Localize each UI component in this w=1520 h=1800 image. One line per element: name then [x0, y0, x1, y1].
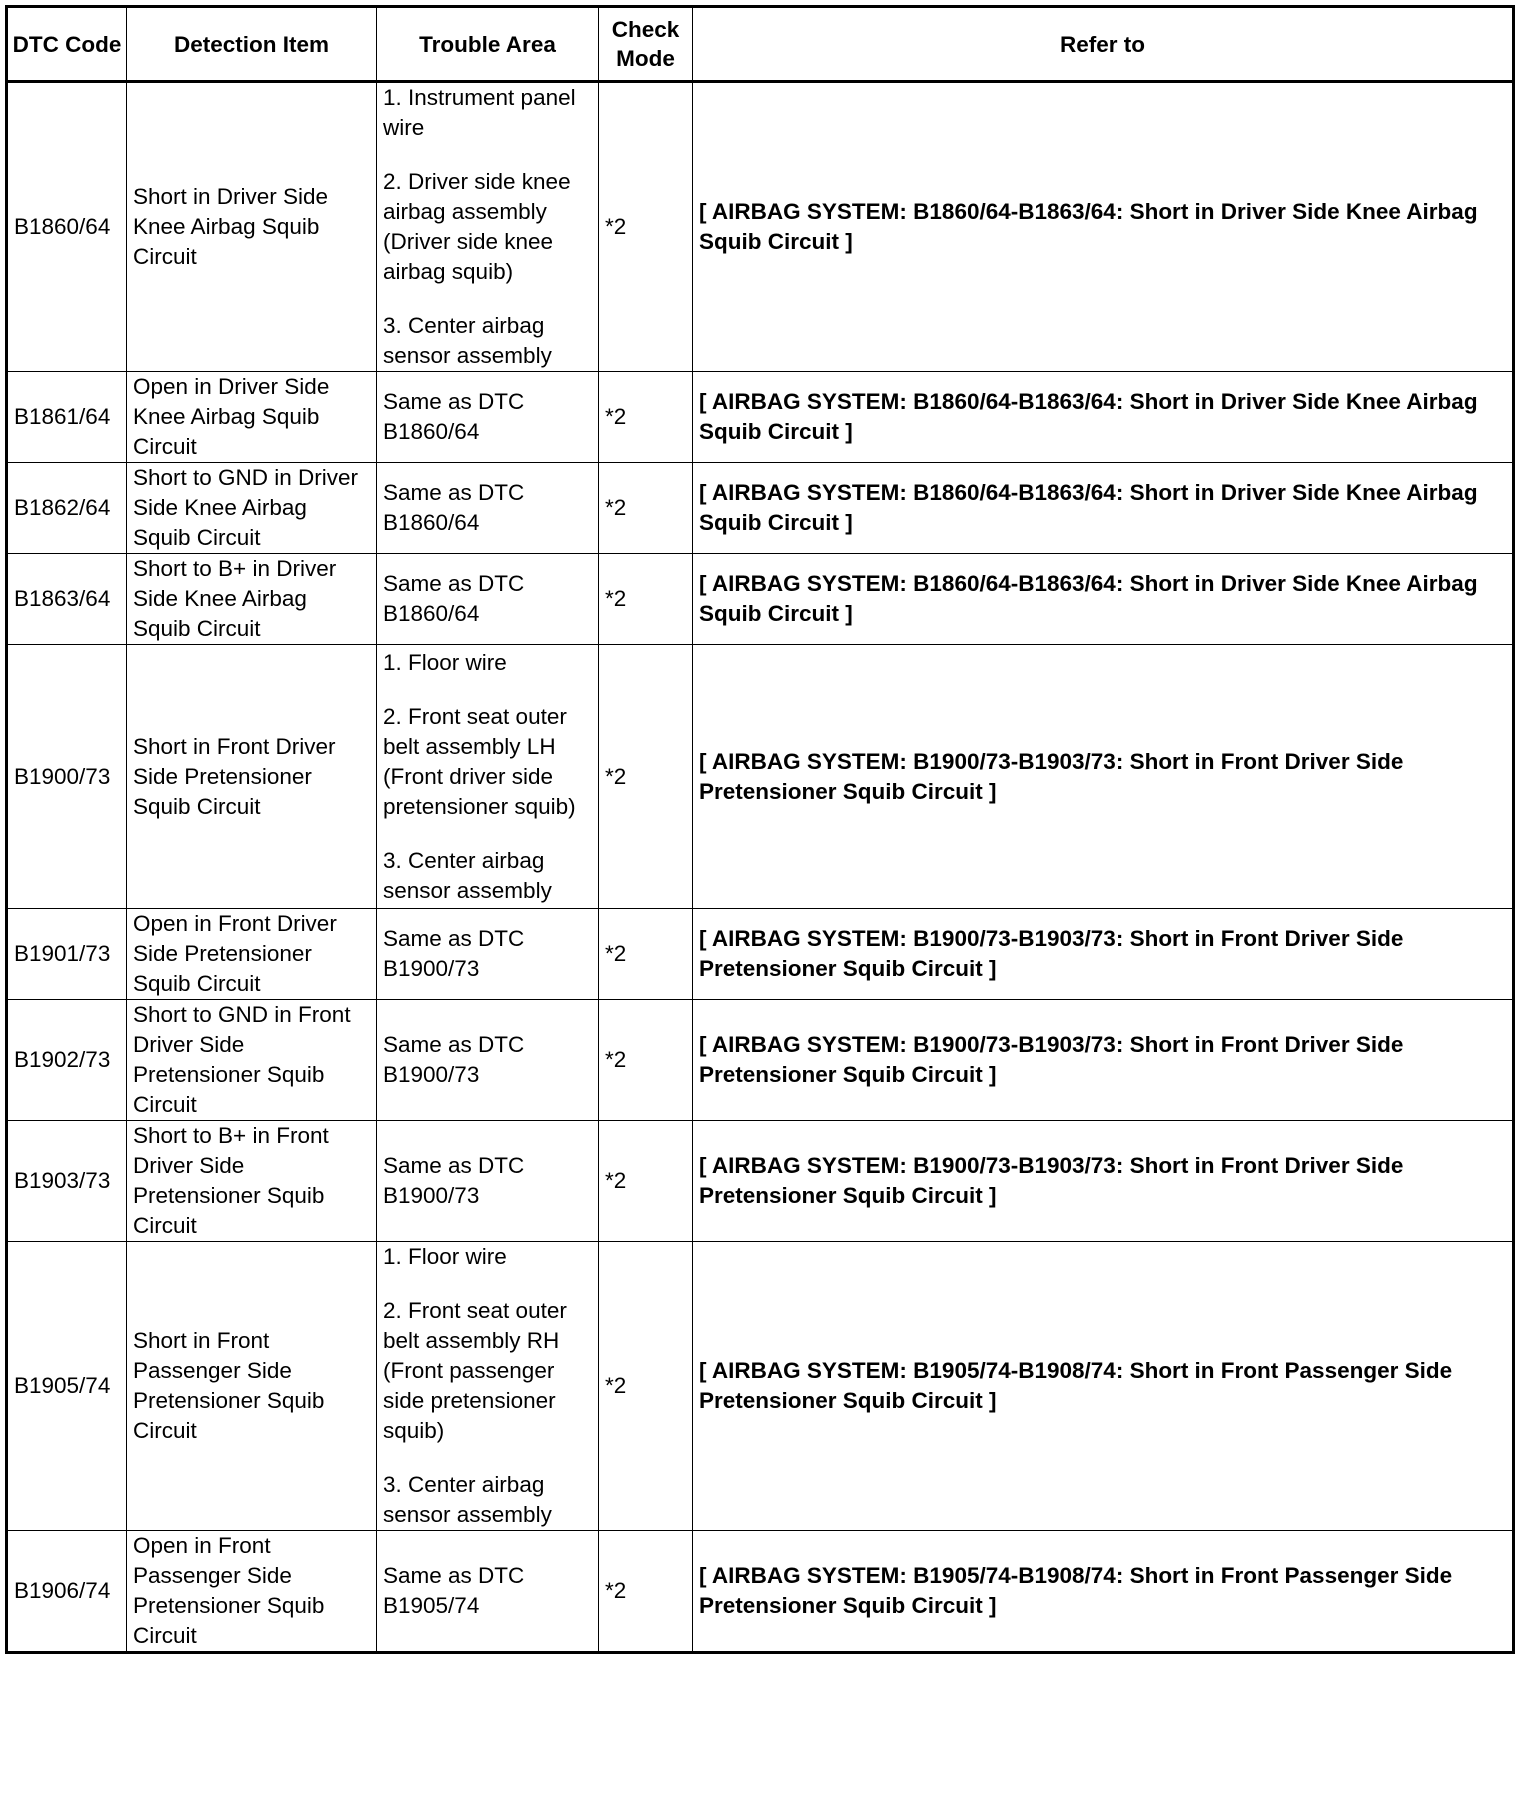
- check-mode-cell: *2: [599, 1242, 693, 1531]
- table-row: [7, 909, 1514, 1000]
- dtc-code-cell: B1860/64: [7, 82, 127, 372]
- table-row: [7, 645, 1514, 909]
- trouble-area-item: Same as DTC B1900/73: [383, 1153, 525, 1208]
- dtc-code-cell: B1906/74: [7, 1531, 127, 1653]
- trouble-area-item: Same as DTC B1860/64: [383, 480, 525, 535]
- trouble-area-cell: [377, 554, 599, 645]
- trouble-area-cell: [377, 372, 599, 463]
- trouble-area-item: Same as DTC B1860/64: [383, 389, 525, 444]
- trouble-area-item: Same as DTC B1860/64: [383, 571, 525, 626]
- check-mode-cell: *2: [599, 463, 693, 554]
- header-check-mode: Check Mode: [599, 7, 693, 82]
- header-trouble-area: Trouble Area: [377, 7, 599, 82]
- trouble-area-cell: [377, 82, 599, 372]
- trouble-area-cell: [377, 1121, 599, 1242]
- dtc-table: [5, 5, 1515, 1654]
- table-row: [7, 82, 1514, 372]
- check-mode-cell: *2: [599, 372, 693, 463]
- refer-to-link[interactable]: [ AIRBAG SYSTEM: B1860/64-B1863/64: Short in Driver Side Knee Airbag Squib Circuit ]: [693, 372, 1514, 463]
- trouble-area-cell: [377, 1000, 599, 1121]
- dtc-code-cell: B1900/73: [7, 645, 127, 909]
- table-row: [7, 554, 1514, 645]
- refer-to-link[interactable]: [ AIRBAG SYSTEM: B1900/73-B1903/73: Short in Front Driver Side Pretensioner Squib Circuit ]: [693, 1000, 1514, 1121]
- detection-item-cell: Short in Front Passenger Side Pretensioner Squib Circuit: [127, 1242, 377, 1531]
- trouble-area-cell: [377, 1531, 599, 1653]
- header-row: [7, 7, 1514, 82]
- trouble-area-item: 2. Front seat outer belt assembly LH (Front driver side pretensioner squib): [383, 703, 576, 819]
- table-row: [7, 1242, 1514, 1531]
- trouble-area-item: Same as DTC B1900/73: [383, 1032, 525, 1087]
- trouble-area-cell: [377, 645, 599, 909]
- table-body: [7, 82, 1514, 1653]
- trouble-area-item: 2. Front seat outer belt assembly RH (Front passenger side pretensioner squib): [383, 1298, 567, 1443]
- dtc-code-cell: B1861/64: [7, 372, 127, 463]
- trouble-area-cell: [377, 463, 599, 554]
- refer-to-link[interactable]: [ AIRBAG SYSTEM: B1860/64-B1863/64: Short in Driver Side Knee Airbag Squib Circuit ]: [693, 463, 1514, 554]
- refer-to-link[interactable]: [ AIRBAG SYSTEM: B1860/64-B1863/64: Short in Driver Side Knee Airbag Squib Circuit ]: [693, 554, 1514, 645]
- dtc-code-cell: B1862/64: [7, 463, 127, 554]
- trouble-area-item: 2. Driver side knee airbag assembly (Driver side knee airbag squib): [383, 169, 571, 284]
- refer-to-link[interactable]: [ AIRBAG SYSTEM: B1900/73-B1903/73: Short in Front Driver Side Pretensioner Squib Circuit ]: [693, 909, 1514, 1000]
- refer-to-link[interactable]: [ AIRBAG SYSTEM: B1900/73-B1903/73: Short in Front Driver Side Pretensioner Squib Circuit ]: [693, 645, 1514, 909]
- check-mode-cell: *2: [599, 1121, 693, 1242]
- trouble-area-item: Same as DTC B1905/74: [383, 1563, 525, 1618]
- trouble-area-item: 3. Center airbag sensor assembly: [383, 1472, 552, 1527]
- trouble-area-item: 3. Center airbag sensor assembly: [383, 847, 552, 903]
- refer-to-link[interactable]: [ AIRBAG SYSTEM: B1900/73-B1903/73: Short in Front Driver Side Pretensioner Squib Circuit ]: [693, 1121, 1514, 1242]
- trouble-area-item: 1. Instrument panel wire: [383, 85, 576, 140]
- trouble-area-item: 1. Floor wire: [383, 649, 507, 675]
- detection-item-cell: Open in Front Driver Side Pretensioner Squib Circuit: [127, 909, 377, 1000]
- detection-item-cell: Short to GND in Driver Side Knee Airbag Squib Circuit: [127, 463, 377, 554]
- table-header: [7, 7, 1514, 82]
- dtc-code-cell: B1901/73: [7, 909, 127, 1000]
- trouble-area-cell: [377, 909, 599, 1000]
- header-dtc-code: DTC Code: [7, 7, 127, 82]
- check-mode-cell: *2: [599, 909, 693, 1000]
- header-refer-to: Refer to: [693, 7, 1514, 82]
- dtc-code-cell: B1863/64: [7, 554, 127, 645]
- detection-item-cell: Open in Driver Side Knee Airbag Squib Circuit: [127, 372, 377, 463]
- dtc-code-cell: B1903/73: [7, 1121, 127, 1242]
- refer-to-link[interactable]: [ AIRBAG SYSTEM: B1860/64-B1863/64: Short in Driver Side Knee Airbag Squib Circuit ]: [693, 82, 1514, 372]
- detection-item-cell: Short to GND in Front Driver Side Pretensioner Squib Circuit: [127, 1000, 377, 1121]
- detection-item-cell: Short to B+ in Front Driver Side Pretensioner Squib Circuit: [127, 1121, 377, 1242]
- check-mode-cell: *2: [599, 1000, 693, 1121]
- header-detection-item: Detection Item: [127, 7, 377, 82]
- trouble-area-item: 3. Center airbag sensor assembly: [383, 313, 552, 368]
- dtc-code-cell: B1902/73: [7, 1000, 127, 1121]
- detection-item-cell: Short to B+ in Driver Side Knee Airbag Squib Circuit: [127, 554, 377, 645]
- detection-item-cell: Open in Front Passenger Side Pretensioner Squib Circuit: [127, 1531, 377, 1653]
- check-mode-cell: *2: [599, 554, 693, 645]
- refer-to-link[interactable]: [ AIRBAG SYSTEM: B1905/74-B1908/74: Short in Front Passenger Side Pretensioner Squib Circuit ]: [693, 1531, 1514, 1653]
- check-mode-cell: *2: [599, 1531, 693, 1653]
- detection-item-cell: Short in Front Driver Side Pretensioner Squib Circuit: [127, 645, 377, 909]
- trouble-area-item: Same as DTC B1900/73: [383, 926, 525, 981]
- trouble-area-item: 1. Floor wire: [383, 1244, 507, 1269]
- check-mode-cell: *2: [599, 645, 693, 909]
- table-row: [7, 1531, 1514, 1653]
- refer-to-link[interactable]: [ AIRBAG SYSTEM: B1905/74-B1908/74: Short in Front Passenger Side Pretensioner Squib Circuit ]: [693, 1242, 1514, 1531]
- trouble-area-cell: [377, 1242, 599, 1531]
- table-row: [7, 372, 1514, 463]
- table-row: [7, 1121, 1514, 1242]
- detection-item-cell: Short in Driver Side Knee Airbag Squib Circuit: [127, 82, 377, 372]
- table-row: [7, 463, 1514, 554]
- check-mode-cell: *2: [599, 82, 693, 372]
- dtc-code-cell: B1905/74: [7, 1242, 127, 1531]
- table-row: [7, 1000, 1514, 1121]
